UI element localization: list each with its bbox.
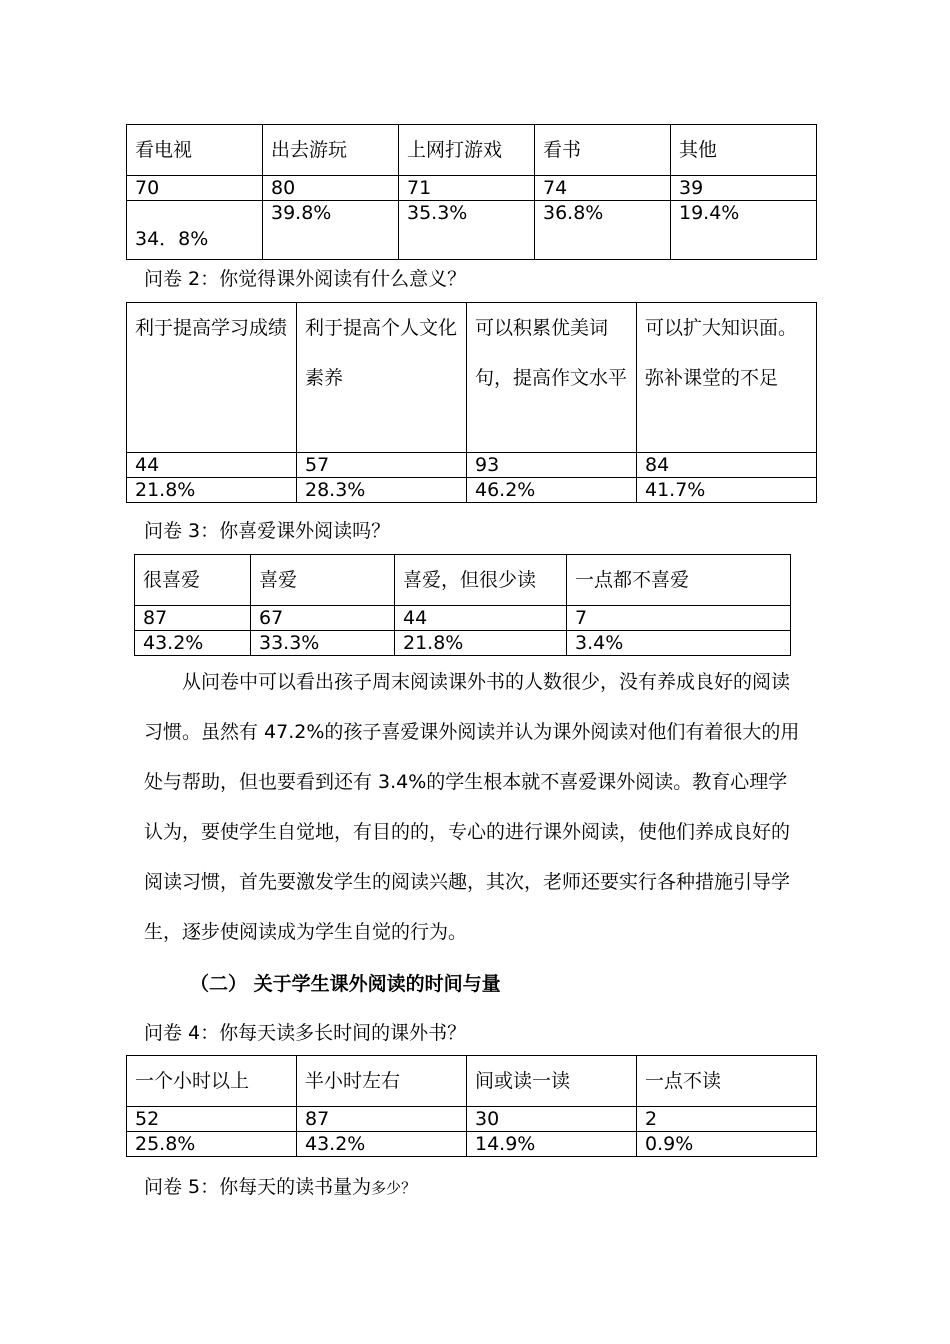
paragraph-line: 处与帮助，但也要看到还有 3.4%的学生根本就不喜爱课外阅读。教育心理学 <box>144 771 788 793</box>
percent-cell: 19.4% <box>671 201 817 260</box>
survey-table-activities <box>126 124 817 260</box>
count-cell: 57 <box>297 453 467 478</box>
table-row <box>135 555 791 606</box>
percent-cell: 33.3% <box>251 631 395 656</box>
count-cell: 44 <box>127 453 297 478</box>
question-5-title-suffix: 多少？ <box>371 1179 417 1197</box>
header-cell: 利于提高学习成绩 <box>127 303 297 453</box>
count-cell: 80 <box>263 176 399 201</box>
count-cell: 87 <box>297 1107 467 1132</box>
header-cell: 一点不读 <box>637 1056 817 1107</box>
table-row <box>127 1107 817 1132</box>
percent-cell: 34．8% <box>127 201 263 260</box>
percent-cell: 43.2% <box>135 631 251 656</box>
table-row <box>127 303 817 453</box>
question-3-title: 问卷 3：你喜爱课外阅读吗？ <box>144 520 391 542</box>
table-row <box>127 125 817 176</box>
count-cell: 44 <box>395 606 567 631</box>
section-heading: （二） 关于学生课外阅读的时间与量 <box>190 973 501 995</box>
header-cell: 半小时左右 <box>297 1056 467 1107</box>
count-cell: 71 <box>399 176 535 201</box>
count-cell: 84 <box>637 453 817 478</box>
paragraph-line: 生，逐步使阅读成为学生自觉的行为。 <box>144 921 468 943</box>
header-cell: 上网打游戏 <box>399 125 535 176</box>
count-cell: 74 <box>535 176 671 201</box>
paragraph-line: 阅读习惯，首先要激发学生的阅读兴趣，其次，老师还要实行各种措施引导学 <box>144 871 791 893</box>
question-5-title-main: 问卷 5：你每天的读书量为 <box>144 1176 372 1198</box>
analysis-paragraph <box>144 657 824 957</box>
question-2-title: 问卷 2：你觉得课外阅读有什么意义？ <box>144 268 467 290</box>
count-cell: 67 <box>251 606 395 631</box>
paragraph-line: 从问卷中可以看出孩子周末阅读课外书的人数很少，没有养成良好的阅读 <box>144 671 791 693</box>
percent-cell: 21.8% <box>395 631 567 656</box>
percent-cell: 39.8% <box>263 201 399 260</box>
survey-table-time <box>126 1055 817 1157</box>
table-row <box>127 478 817 503</box>
percent-cell: 41.7% <box>637 478 817 503</box>
percent-cell: 0.9% <box>637 1132 817 1157</box>
count-cell: 70 <box>127 176 263 201</box>
survey-table-preference <box>134 554 791 656</box>
table-row <box>127 1132 817 1157</box>
paragraph-line: 认为，要使学生自觉地，有目的的，专心的进行课外阅读，使他们养成良好的 <box>144 821 791 843</box>
header-cell: 看电视 <box>127 125 263 176</box>
table-row <box>127 176 817 201</box>
count-cell: 93 <box>467 453 637 478</box>
count-cell: 30 <box>467 1107 637 1132</box>
header-cell: 看书 <box>535 125 671 176</box>
question-4-title: 问卷 4：你每天读多长时间的课外书？ <box>144 1022 467 1044</box>
header-cell: 很喜爱 <box>135 555 251 606</box>
question-5-title <box>144 1172 416 1199</box>
percent-cell: 3.4% <box>567 631 791 656</box>
header-cell: 利于提高个人文化素养 <box>297 303 467 453</box>
count-cell: 39 <box>671 176 817 201</box>
percent-cell: 46.2% <box>467 478 637 503</box>
percent-cell: 36.8% <box>535 201 671 260</box>
percent-cell: 35.3% <box>399 201 535 260</box>
percent-cell: 28.3% <box>297 478 467 503</box>
percent-cell: 25.8% <box>127 1132 297 1157</box>
header-cell: 喜爱，但很少读 <box>395 555 567 606</box>
table-row <box>135 631 791 656</box>
header-cell: 喜爱 <box>251 555 395 606</box>
header-cell: 一个小时以上 <box>127 1056 297 1107</box>
header-cell: 可以扩大知识面。弥补课堂的不足 <box>637 303 817 453</box>
count-cell: 7 <box>567 606 791 631</box>
header-cell: 间或读一读 <box>467 1056 637 1107</box>
table-row <box>135 606 791 631</box>
table-row <box>127 453 817 478</box>
header-cell: 一点都不喜爱 <box>567 555 791 606</box>
count-cell: 52 <box>127 1107 297 1132</box>
percent-cell: 21.8% <box>127 478 297 503</box>
count-cell: 2 <box>637 1107 817 1132</box>
table-row <box>127 201 817 260</box>
percent-cell: 14.9% <box>467 1132 637 1157</box>
survey-table-meaning <box>126 302 817 503</box>
count-cell: 87 <box>135 606 251 631</box>
header-cell: 出去游玩 <box>263 125 399 176</box>
header-cell: 可以积累优美词句，提高作文水平 <box>467 303 637 453</box>
percent-cell: 43.2% <box>297 1132 467 1157</box>
paragraph-line: 习惯。虽然有 47.2%的孩子喜爱课外阅读并认为课外阅读对他们有着很大的用 <box>144 721 800 743</box>
header-cell: 其他 <box>671 125 817 176</box>
table-row <box>127 1056 817 1107</box>
